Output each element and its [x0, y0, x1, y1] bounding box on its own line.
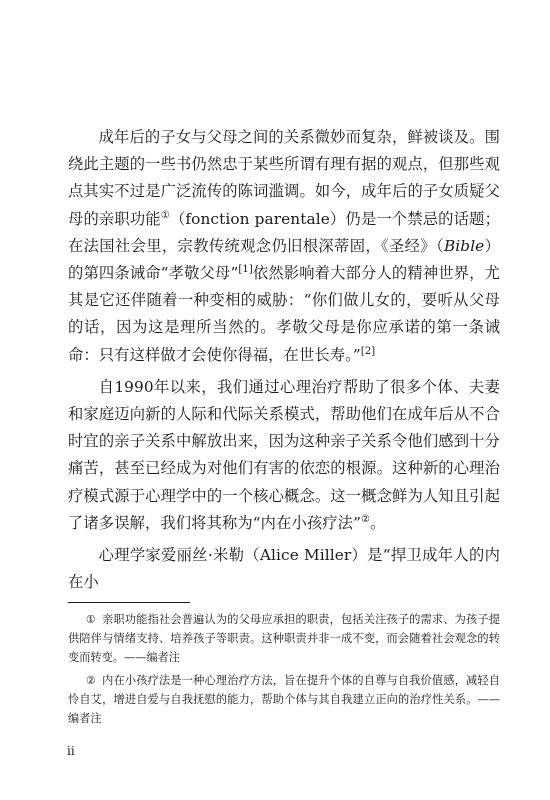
footnote-2-text: 内在小孩疗法是一种心理治疗方法，旨在提升个体的自尊与自我价值感，减轻自怜自艾，增进自爱与自我抚慰的能力，帮助个体与其自我建立正向的治疗性关系。——编者注: [68, 674, 500, 725]
body-text: [68, 124, 500, 596]
footnote-separator: [68, 602, 190, 603]
footnote-ref-1[interactable]: ①: [160, 209, 170, 221]
paragraph-1-text-d: 依然影响着大部分人的精神世界，尤其是它还伴随着一种变相的威胁：“你们做儿女的，要听从父母的话，因为这是理所当然的。孝敬父母是你应承诺的第一条诫命：只有这样做才会使你得福，在世长寿。”: [68, 264, 501, 364]
footnote-2: [68, 671, 500, 728]
paragraph-2-text-a: 自1990年以来，我们通过心理治疗帮助了很多个体、夫妻和家庭迈向新的人际和代际关系模式，帮助他们在成年后从不合时宜的亲子关系中解放出来，因为这种亲子关系令他们感到十分痛苦，甚至已经成为对他们有害的依恋的根源。这种新的心理治疗模式源于心理学中的一个核心概念。这一概念鲜为人知且引起了诸多误解，我们将其称为“内在小孩疗法”: [68, 377, 500, 532]
paragraph-2-text-b: 。: [370, 513, 386, 532]
page-number: ii: [67, 744, 75, 758]
footnote-ref-2[interactable]: ②: [361, 513, 371, 525]
paragraph-1-text-a: 成年后的子女与父母之间的关系微妙而复杂，鲜被谈及。围绕此主题的一些书仍然忠于某些所谓有理有据的观点，但那些观点其实不过是广泛流传的陈词滥调。如今，成年后的子女质疑父母的亲职功能: [68, 128, 500, 228]
footnote-1: [68, 610, 500, 667]
endnote-ref-2[interactable]: [2]: [360, 345, 376, 357]
paragraph-1-text-c: ）的第四条诫命“孝敬父母”: [68, 236, 500, 283]
footnote-2-mark: ②: [85, 674, 97, 687]
paragraph-1: [68, 124, 500, 369]
paragraph-3: 心理学家爱丽丝·米勒（Alice Miller）是“捍卫成年人的内在小: [68, 546, 500, 592]
endnote-ref-1[interactable]: [1]: [238, 263, 253, 275]
paragraph-2: [68, 374, 500, 537]
footnote-1-text: 亲职功能指社会普遍认为的父母应承担的职责，包括关注孩子的需求、为孩子提供陪伴与情绪支持、培养孩子等职责。这种职责并非一成不变，而会随着社会观念的转变而转变。——编者注: [68, 613, 500, 664]
bible-title-italic: Bible: [443, 236, 485, 255]
paragraph-1-text-b: （fonction parentale）仍是一个禁忌的话题；在法国社会里，宗教传统观念仍旧根深蒂固，《圣经》（: [68, 209, 500, 255]
footnote-1-mark: ①: [85, 613, 97, 626]
footnotes: [68, 610, 500, 732]
